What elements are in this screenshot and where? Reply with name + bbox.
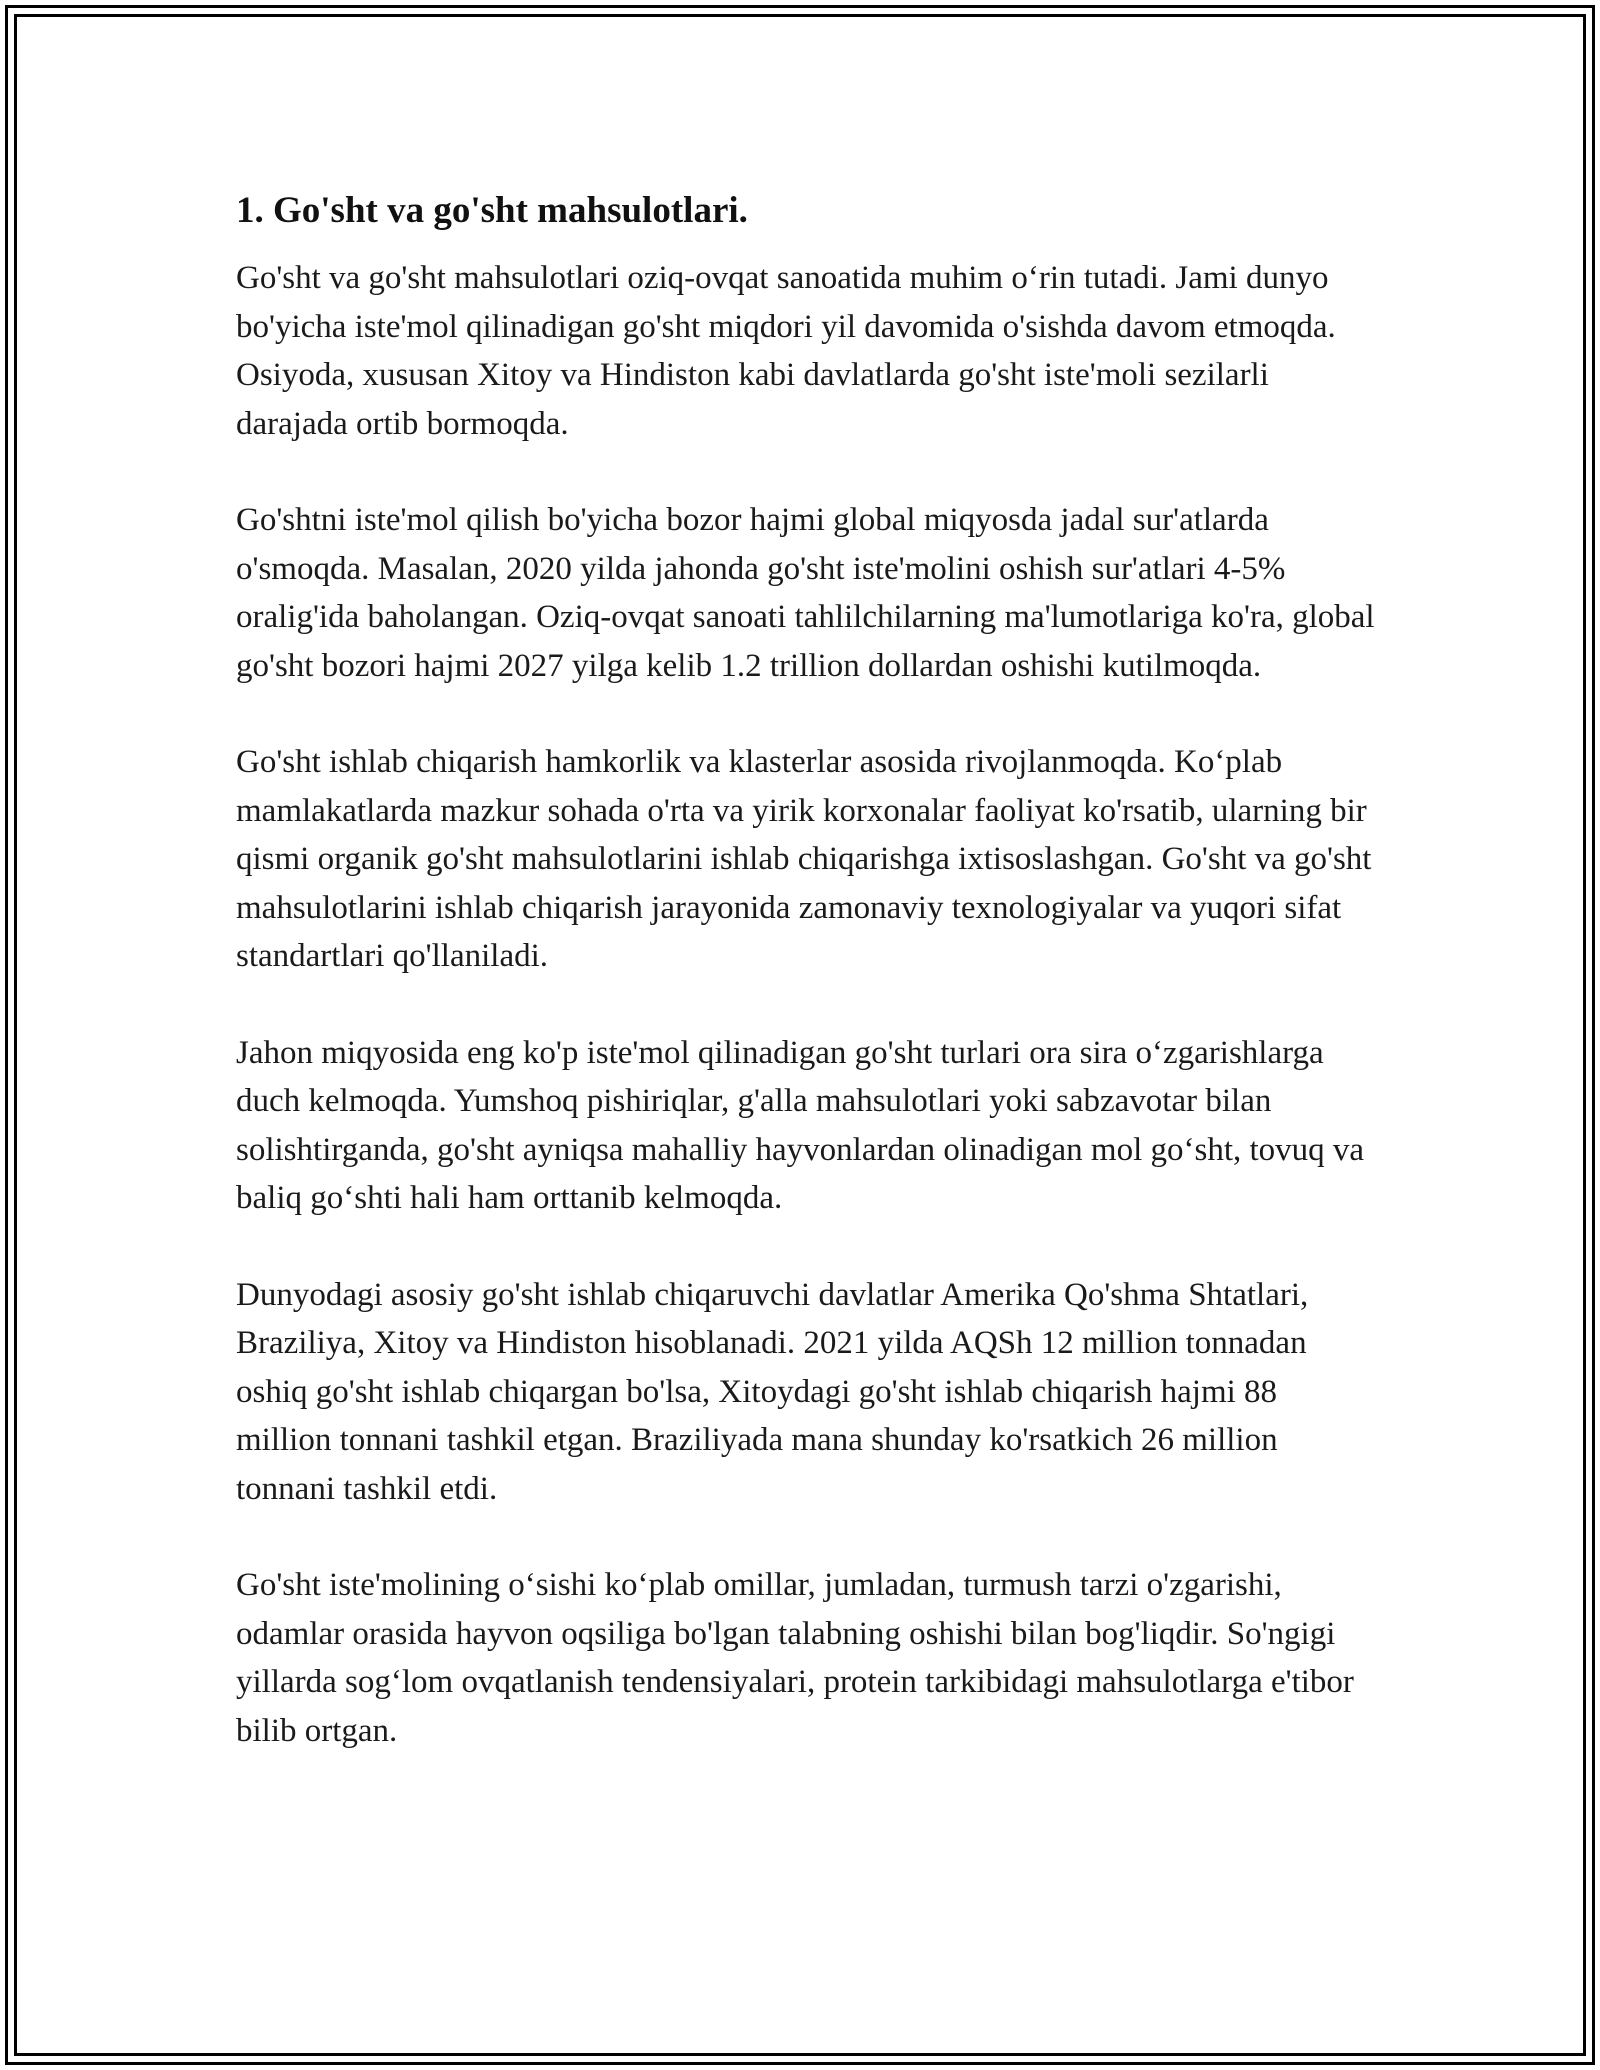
paragraph-6: Go'sht iste'molining o‘sishi ko‘plab omillar, jumladan, turmush tarzi o'zgarishi, odamlar orasida hayvon oqsiliga bo'lgan talabning oshishi bilan bog'liqdir. So'ngigi yillarda sog‘lom ovqatlanish tendensiyalari, protein tarkibidagi mahsulotlarga e'tibor bilib ortgan.	[236, 1567, 1354, 1749]
paragraph-5: Dunyodagi asosiy go'sht ishlab chiqaruvchi davlatlar Amerika Qo'shma Shtatlari, Braziliya, Xitoy va Hindiston hisoblanadi. 2021 yilda AQSh 12 million tonnadan oshiq go'sht ishlab chiqargan bo'lsa, Xitoydagi go'sht ishlab chiqarish hajmi 88 million tonnani tashkil etgan. Braziliyada mana shunday ko'rsatkich 26 million tonnani tashkil etdi.	[236, 1276, 1309, 1507]
paragraph-2: Go'shtni iste'mol qilish bo'yicha bozor hajmi global miqyosda jadal sur'atlarda o'smoqda. Masalan, 2020 yilda jahonda go'sht iste'molini oshish sur'atlari 4-5% oralig'ida baholangan. Oziq-ovqat sanoati tahlilchilarning ma'lumotlariga ko'ra, global go'sht bozori hajmi 2027 yilga kelib 1.2 trillion dollardan oshishi kutilmoqda.	[236, 502, 1375, 684]
paragraph-3: Go'sht ishlab chiqarish hamkorlik va klasterlar asosida rivojlanmoqda. Ko‘plab mamlakatlarda mazkur sohada o'rta va yirik korxonalar faoliyat ko'rsatib, ularning bir qismi organik go'sht mahsulotlarini ishlab chiqarishga ixtisoslashgan. Go'sht va go'sht mahsulotlarini ishlab chiqarish jarayonida zamonaviy texnologiyalar va yuqori sifat standartlari qo'llaniladi.	[236, 744, 1372, 974]
paragraph-1: Go'sht va go'sht mahsulotlari oziq-ovqat sanoatida muhim o‘rin tutadi. Jami dunyo bo'yicha iste'mol qilinadigan go'sht miqdori yil davomida o'sishda davom etmoqda. Osiyoda, xususan Xitoy va Hindiston kabi davlatlarda go'sht iste'moli sezilarli darajada ortib bormoqda.	[236, 260, 1336, 442]
document-body	[236, 186, 1376, 1803]
section-heading: 1. Go'sht va go'sht mahsulotlari.	[236, 190, 748, 231]
paragraph-4: Jahon miqyosida eng ko'p iste'mol qilinadigan go'sht turlari ora sira o‘zgarishlarga duch kelmoqda. Yumshoq pishiriqlar, g'alla mahsulotlari yoki sabzavotar bilan solishtirganda, go'sht ayniqsa mahalliy hayvonlardan olinadigan mol go‘sht, tovuq va baliq go‘shti hali ham orttanib kelmoqda.	[236, 1034, 1365, 1216]
